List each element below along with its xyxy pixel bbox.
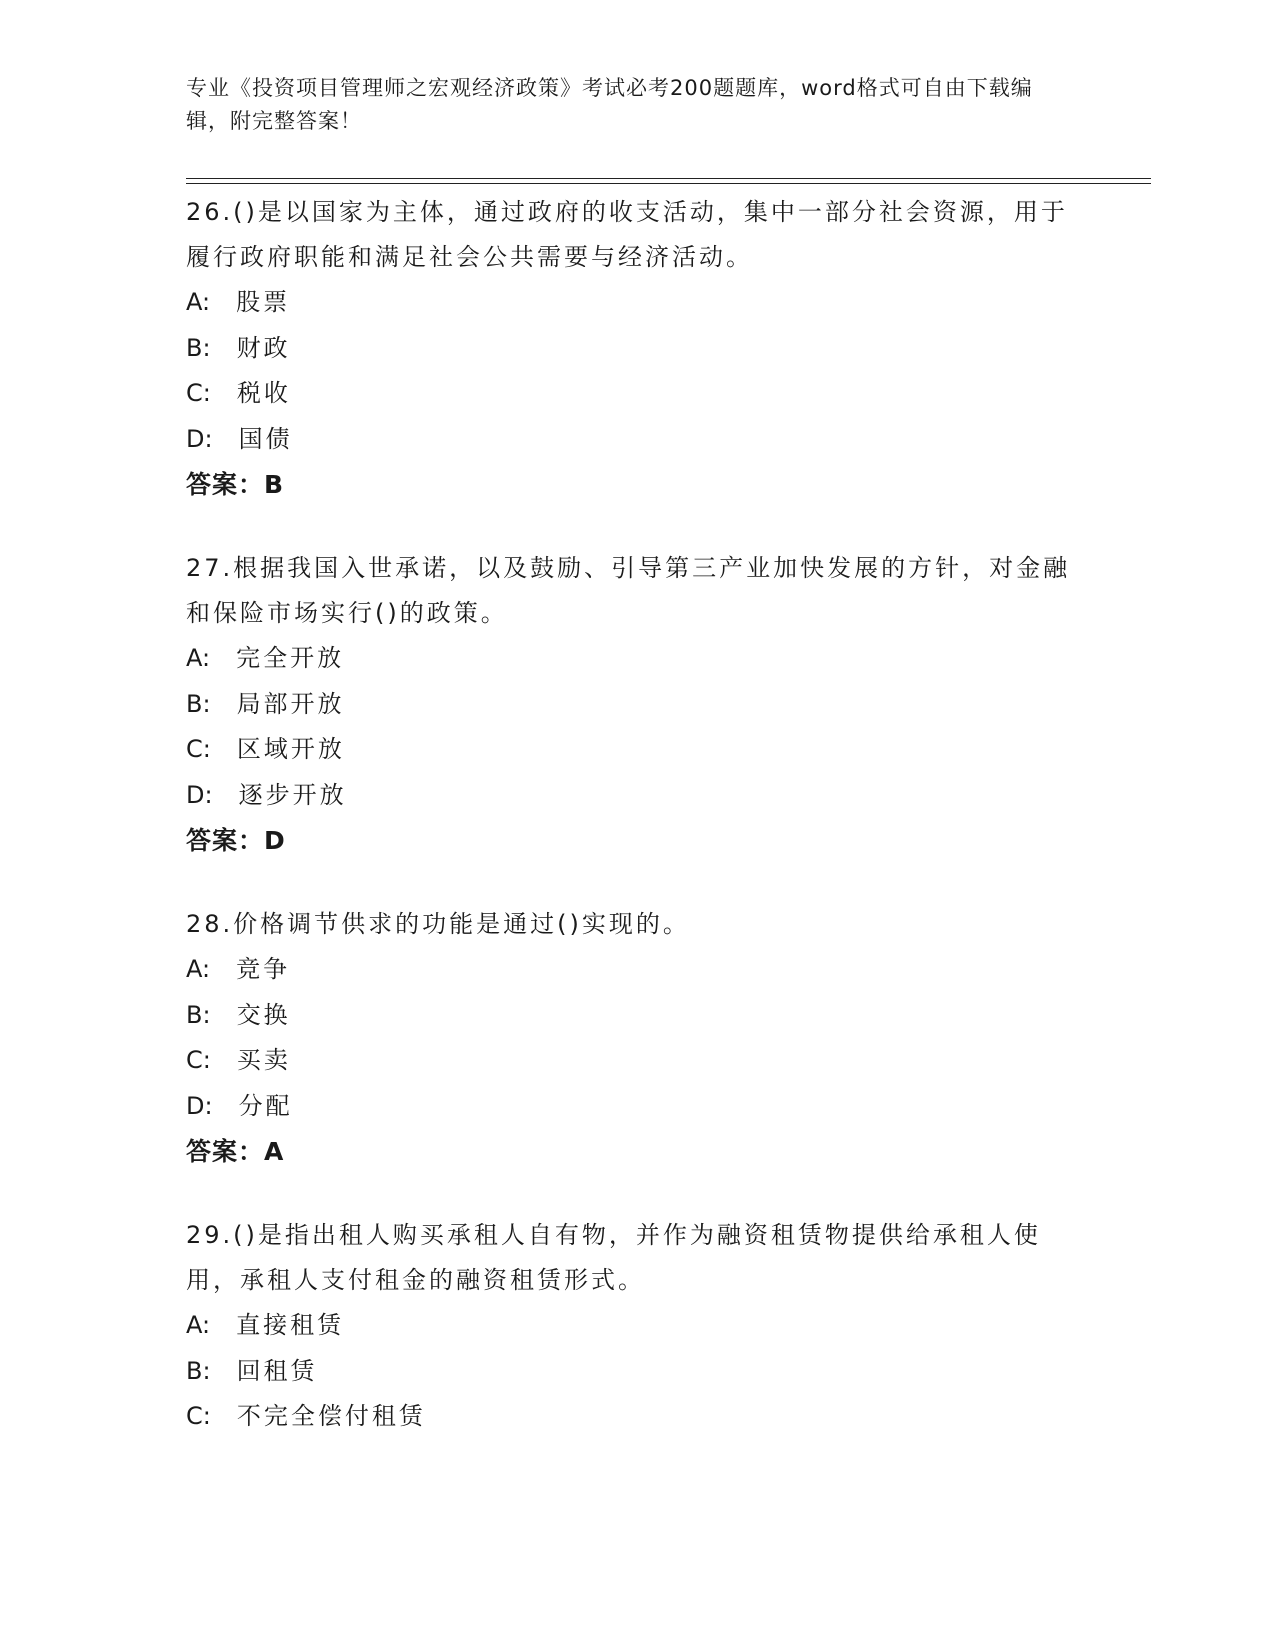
question-text: 27.根据我国入世承诺，以及鼓励、引导第三产业加快发展的方针，对金融和保险市场实行()的政策。: [186, 554, 1071, 627]
answer: 答案：D: [186, 826, 286, 855]
option-text: 完全开放: [236, 644, 345, 672]
option-letter: A:: [186, 955, 211, 983]
option-c: [186, 1038, 1086, 1084]
option-letter: D:: [186, 424, 213, 453]
option-text: 直接租赁: [236, 1311, 345, 1339]
option-text: 竞争: [236, 955, 291, 983]
option-text: 税收: [236, 379, 291, 407]
header-rule-top: [186, 178, 1151, 179]
option-text: 分配: [238, 1091, 293, 1120]
question-text: 28.价格调节供求的功能是通过()实现的。: [186, 910, 690, 938]
option-d: [186, 417, 1086, 463]
option-a: [186, 280, 1086, 326]
option-text: 股票: [236, 288, 291, 316]
option-letter: B:: [186, 1000, 211, 1029]
question-29: [186, 1213, 1086, 1440]
option-letter: A:: [186, 1311, 211, 1339]
option-text: 不完全偿付租赁: [236, 1402, 426, 1430]
option-b: [186, 682, 1086, 728]
question-26: [186, 190, 1086, 508]
document-header: 专业《投资项目管理师之宏观经济政策》考试必考200题题库，word格式可自由下载编辑，附完整答案！: [186, 76, 1033, 133]
question-list: [186, 190, 1086, 1478]
option-a: [186, 636, 1086, 682]
option-letter: C:: [186, 735, 211, 763]
option-letter: B:: [186, 333, 211, 362]
option-text: 财政: [236, 333, 291, 362]
option-a: [186, 947, 1086, 993]
option-letter: D:: [186, 780, 213, 809]
option-a: [186, 1303, 1086, 1349]
option-letter: B:: [186, 1356, 211, 1385]
option-b: [186, 326, 1086, 372]
option-letter: A:: [186, 288, 211, 316]
option-b: [186, 1349, 1086, 1395]
answer: 答案：A: [186, 1137, 285, 1166]
option-c: [186, 1394, 1086, 1440]
option-d: [186, 773, 1086, 819]
option-text: 买卖: [236, 1046, 291, 1074]
question-27: [186, 546, 1086, 864]
question-text: 29.()是指出租人购买承租人自有物，并作为融资租赁物提供给承租人使用，承租人支付租金的融资租赁形式。: [186, 1221, 1041, 1294]
option-c: [186, 727, 1086, 773]
question-28: [186, 902, 1086, 1175]
header-rule-bottom: [186, 183, 1151, 184]
option-text: 交换: [236, 1000, 291, 1029]
question-text: 26.()是以国家为主体，通过政府的收支活动，集中一部分社会资源，用于履行政府职能和满足社会公共需要与经济活动。: [186, 198, 1068, 271]
option-text: 国债: [238, 424, 293, 453]
option-text: 局部开放: [236, 689, 345, 718]
answer: 答案：B: [186, 470, 285, 499]
option-c: [186, 371, 1086, 417]
option-text: 回租赁: [236, 1356, 318, 1385]
option-text: 区域开放: [236, 735, 345, 763]
option-letter: C:: [186, 1402, 211, 1430]
option-letter: A:: [186, 644, 211, 672]
option-letter: B:: [186, 689, 211, 718]
option-text: 逐步开放: [238, 780, 347, 809]
option-d: [186, 1084, 1086, 1130]
option-letter: C:: [186, 1046, 211, 1074]
option-b: [186, 993, 1086, 1039]
option-letter: C:: [186, 379, 211, 407]
option-letter: D:: [186, 1091, 213, 1120]
